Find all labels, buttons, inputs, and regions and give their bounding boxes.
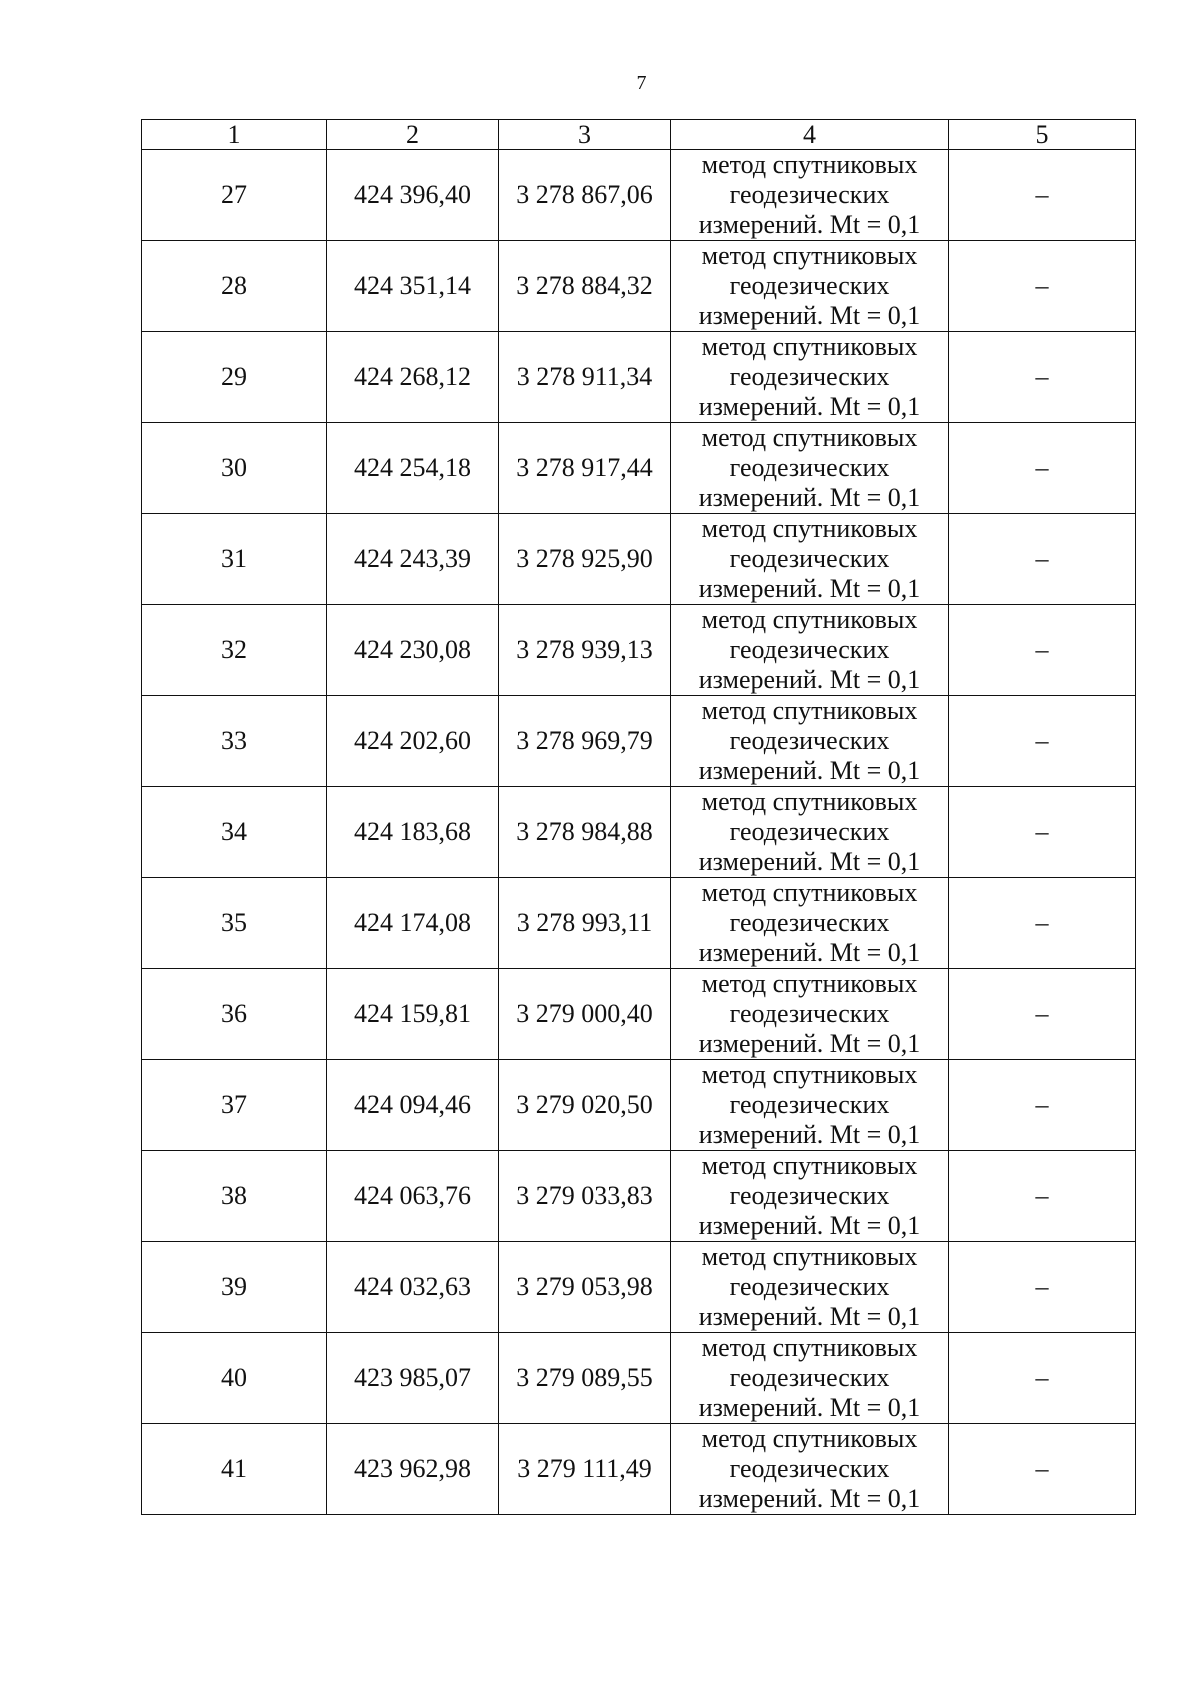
column-header: 2 — [327, 120, 499, 150]
method-text-line: метод спутниковых — [701, 1151, 918, 1180]
table-row — [142, 969, 1136, 1060]
point-number-cell: 40 — [142, 1333, 327, 1424]
coordinate-x-cell: 424 254,18 — [327, 423, 499, 514]
coordinate-x-cell: 424 243,39 — [327, 514, 499, 605]
table-row — [142, 1333, 1136, 1424]
method-text-line: измерений. Mt = 0,1 — [698, 301, 921, 330]
method-cell — [671, 1060, 949, 1151]
point-number-cell: 37 — [142, 1060, 327, 1151]
coordinate-y-cell: 3 278 925,90 — [499, 514, 671, 605]
coordinate-y-cell: 3 278 993,11 — [499, 878, 671, 969]
note-cell: – — [949, 1242, 1136, 1333]
method-text-line: метод спутниковых — [701, 332, 918, 361]
coordinate-y-cell: 3 278 917,44 — [499, 423, 671, 514]
method-cell — [671, 1242, 949, 1333]
table-row — [142, 1060, 1136, 1151]
coordinate-x-cell: 424 174,08 — [327, 878, 499, 969]
note-cell: – — [949, 423, 1136, 514]
note-cell: – — [949, 241, 1136, 332]
table-row — [142, 241, 1136, 332]
coordinate-x-cell: 424 396,40 — [327, 150, 499, 241]
table-row — [142, 332, 1136, 423]
method-text-line: измерений. Mt = 0,1 — [698, 1484, 921, 1513]
table-row — [142, 878, 1136, 969]
method-text-line: измерений. Mt = 0,1 — [698, 392, 921, 421]
coordinate-y-cell: 3 278 911,34 — [499, 332, 671, 423]
method-text-line: метод спутниковых — [701, 241, 918, 270]
method-cell — [671, 787, 949, 878]
coordinate-x-cell: 424 094,46 — [327, 1060, 499, 1151]
method-cell — [671, 969, 949, 1060]
method-cell — [671, 332, 949, 423]
table-row — [142, 696, 1136, 787]
note-cell: – — [949, 150, 1136, 241]
method-text-line: метод спутниковых — [701, 514, 918, 543]
coordinate-y-cell: 3 278 969,79 — [499, 696, 671, 787]
note-cell: – — [949, 878, 1136, 969]
point-number-cell: 31 — [142, 514, 327, 605]
method-text-line: геодезических — [729, 1272, 890, 1301]
method-text-line: измерений. Mt = 0,1 — [698, 665, 921, 694]
method-text-line: геодезических — [729, 544, 890, 573]
coordinate-x-cell: 423 985,07 — [327, 1333, 499, 1424]
method-text-line: геодезических — [729, 1181, 890, 1210]
note-cell: – — [949, 969, 1136, 1060]
method-text-line: измерений. Mt = 0,1 — [698, 1302, 921, 1331]
point-number-cell: 32 — [142, 605, 327, 696]
method-text-line: измерений. Mt = 0,1 — [698, 1029, 921, 1058]
method-text-line: геодезических — [729, 726, 890, 755]
point-number-cell: 34 — [142, 787, 327, 878]
coordinate-x-cell: 423 962,98 — [327, 1424, 499, 1515]
method-cell — [671, 423, 949, 514]
method-text-line: метод спутниковых — [701, 1060, 918, 1089]
column-header: 4 — [671, 120, 949, 150]
point-number-cell: 33 — [142, 696, 327, 787]
method-text-line: геодезических — [729, 635, 890, 664]
note-cell: – — [949, 1333, 1136, 1424]
method-text-line: измерений. Mt = 0,1 — [698, 756, 921, 785]
method-text-line: геодезических — [729, 180, 890, 209]
method-text-line: геодезических — [729, 1363, 890, 1392]
method-text-line: метод спутниковых — [701, 878, 918, 907]
note-cell: – — [949, 332, 1136, 423]
method-text-line: метод спутниковых — [701, 1242, 918, 1271]
method-text-line: метод спутниковых — [701, 969, 918, 998]
method-text-line: геодезических — [729, 1090, 890, 1119]
method-text-line: измерений. Mt = 0,1 — [698, 1120, 921, 1149]
coordinate-x-cell: 424 063,76 — [327, 1151, 499, 1242]
note-cell: – — [949, 514, 1136, 605]
table-row — [142, 1424, 1136, 1515]
note-cell: – — [949, 1424, 1136, 1515]
coordinate-y-cell: 3 279 053,98 — [499, 1242, 671, 1333]
method-text-line: измерений. Mt = 0,1 — [698, 210, 921, 239]
coordinate-y-cell: 3 279 000,40 — [499, 969, 671, 1060]
coordinate-x-cell: 424 351,14 — [327, 241, 499, 332]
note-cell: – — [949, 1060, 1136, 1151]
coordinate-y-cell: 3 279 033,83 — [499, 1151, 671, 1242]
coordinate-x-cell: 424 032,63 — [327, 1242, 499, 1333]
method-cell — [671, 241, 949, 332]
column-header: 5 — [949, 120, 1136, 150]
method-cell — [671, 150, 949, 241]
table-row — [142, 1242, 1136, 1333]
method-text-line: измерений. Mt = 0,1 — [698, 483, 921, 512]
point-number-cell: 41 — [142, 1424, 327, 1515]
method-text-line: измерений. Mt = 0,1 — [698, 1393, 921, 1422]
method-cell — [671, 1333, 949, 1424]
table-row — [142, 423, 1136, 514]
coordinate-y-cell: 3 278 984,88 — [499, 787, 671, 878]
table-row — [142, 787, 1136, 878]
column-header: 1 — [142, 120, 327, 150]
method-text-line: геодезических — [729, 1454, 890, 1483]
coordinate-y-cell: 3 278 939,13 — [499, 605, 671, 696]
point-number-cell: 29 — [142, 332, 327, 423]
page-number: 7 — [636, 72, 647, 94]
method-cell — [671, 696, 949, 787]
method-text-line: геодезических — [729, 908, 890, 937]
note-cell: – — [949, 1151, 1136, 1242]
method-text-line: метод спутниковых — [701, 150, 918, 179]
note-cell: – — [949, 696, 1136, 787]
coordinate-x-cell: 424 183,68 — [327, 787, 499, 878]
method-text-line: геодезических — [729, 999, 890, 1028]
coordinate-x-cell: 424 202,60 — [327, 696, 499, 787]
method-text-line: измерений. Mt = 0,1 — [698, 938, 921, 967]
coordinates-table — [141, 119, 1136, 1515]
method-text-line: метод спутниковых — [701, 696, 918, 725]
coordinate-x-cell: 424 268,12 — [327, 332, 499, 423]
coordinate-x-cell: 424 159,81 — [327, 969, 499, 1060]
method-text-line: измерений. Mt = 0,1 — [698, 1211, 921, 1240]
point-number-cell: 30 — [142, 423, 327, 514]
method-text-line: геодезических — [729, 271, 890, 300]
table-row — [142, 514, 1136, 605]
method-text-line: измерений. Mt = 0,1 — [698, 574, 921, 603]
point-number-cell: 36 — [142, 969, 327, 1060]
coordinate-y-cell: 3 279 089,55 — [499, 1333, 671, 1424]
table-row — [142, 1151, 1136, 1242]
method-text-line: метод спутниковых — [701, 605, 918, 634]
method-text-line: геодезических — [729, 362, 890, 391]
point-number-cell: 27 — [142, 150, 327, 241]
point-number-cell: 38 — [142, 1151, 327, 1242]
method-text-line: измерений. Mt = 0,1 — [698, 847, 921, 876]
point-number-cell: 39 — [142, 1242, 327, 1333]
method-cell — [671, 878, 949, 969]
table-row — [142, 605, 1136, 696]
coordinate-y-cell: 3 279 020,50 — [499, 1060, 671, 1151]
point-number-cell: 35 — [142, 878, 327, 969]
coordinate-y-cell: 3 278 884,32 — [499, 241, 671, 332]
coordinate-x-cell: 424 230,08 — [327, 605, 499, 696]
table-header-row — [142, 120, 1136, 150]
coordinate-y-cell: 3 278 867,06 — [499, 150, 671, 241]
method-text-line: геодезических — [729, 817, 890, 846]
note-cell: – — [949, 787, 1136, 878]
method-cell — [671, 514, 949, 605]
method-text-line: метод спутниковых — [701, 787, 918, 816]
point-number-cell: 28 — [142, 241, 327, 332]
method-cell — [671, 1151, 949, 1242]
coordinate-y-cell: 3 279 111,49 — [499, 1424, 671, 1515]
method-text-line: метод спутниковых — [701, 1333, 918, 1362]
note-cell: – — [949, 605, 1136, 696]
table-row — [142, 150, 1136, 241]
method-cell — [671, 605, 949, 696]
column-header: 3 — [499, 120, 671, 150]
method-text-line: метод спутниковых — [701, 1424, 918, 1453]
method-cell — [671, 1424, 949, 1515]
method-text-line: геодезических — [729, 453, 890, 482]
method-text-line: метод спутниковых — [701, 423, 918, 452]
